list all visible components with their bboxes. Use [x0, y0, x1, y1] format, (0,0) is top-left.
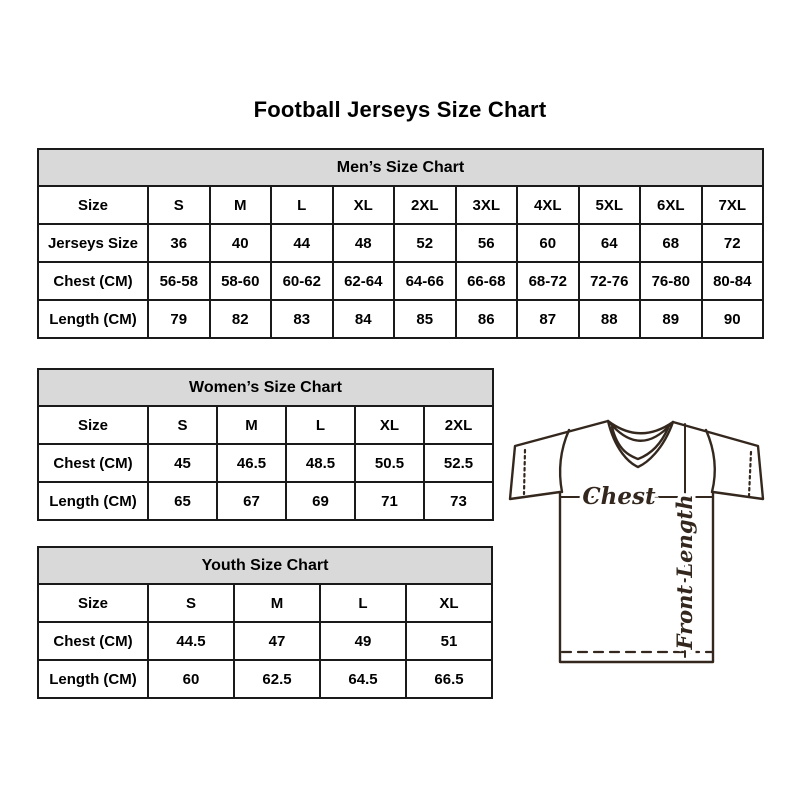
value-cell: 68 [640, 224, 702, 262]
column-header-cell: M [234, 584, 320, 622]
column-header-cell: S [148, 406, 217, 444]
womens-size-table [37, 368, 494, 521]
column-header-cell: 2XL [394, 186, 456, 224]
column-header-cell: L [286, 406, 355, 444]
column-header-cell: XL [355, 406, 424, 444]
column-header-cell: 5XL [579, 186, 641, 224]
column-header-cell: 3XL [456, 186, 518, 224]
front-length-label: Front Length [672, 494, 697, 650]
value-cell: 79 [148, 300, 210, 338]
value-cell: 60 [517, 224, 579, 262]
value-cell: 89 [640, 300, 702, 338]
value-cell: 50.5 [355, 444, 424, 482]
value-cell: 44 [271, 224, 333, 262]
value-cell: 56 [456, 224, 518, 262]
page-title: Football Jerseys Size Chart [253, 97, 547, 122]
column-header-cell: Size [38, 584, 148, 622]
value-cell: 47 [234, 622, 320, 660]
table-title-band: Youth Size Chart [38, 547, 492, 584]
value-cell: 87 [517, 300, 579, 338]
womens-size-chart-table [37, 368, 494, 521]
value-cell: 44.5 [148, 622, 234, 660]
column-header-cell: S [148, 584, 234, 622]
row-label-cell: Length (CM) [38, 660, 148, 698]
column-header-cell: XL [333, 186, 395, 224]
value-cell: 36 [148, 224, 210, 262]
column-header-cell: 6XL [640, 186, 702, 224]
value-cell: 64-66 [394, 262, 456, 300]
row-label-cell: Chest (CM) [38, 444, 148, 482]
table-title-band: Women’s Size Chart [38, 369, 493, 406]
value-cell: 45 [148, 444, 217, 482]
row-label-cell: Chest (CM) [38, 622, 148, 660]
value-cell: 80-84 [702, 262, 764, 300]
sleeve-stitch-right-icon [749, 452, 751, 496]
column-header-cell: XL [406, 584, 492, 622]
mens-size-chart-table [37, 148, 764, 339]
value-cell: 62.5 [234, 660, 320, 698]
value-cell: 46.5 [217, 444, 286, 482]
value-cell: 60 [148, 660, 234, 698]
value-cell: 72 [702, 224, 764, 262]
row-label-cell: Chest (CM) [38, 262, 148, 300]
value-cell: 76-80 [640, 262, 702, 300]
armhole-seam-right [706, 430, 715, 492]
value-cell: 64.5 [320, 660, 406, 698]
column-header-cell: L [320, 584, 406, 622]
value-cell: 48.5 [286, 444, 355, 482]
youth-size-table [37, 546, 493, 699]
value-cell: 51 [406, 622, 492, 660]
row-label-cell: Length (CM) [38, 482, 148, 520]
value-cell: 66.5 [406, 660, 492, 698]
sleeve-stitch-left-icon [524, 450, 525, 494]
jersey-measurement-diagram [505, 400, 775, 690]
value-cell: 56-58 [148, 262, 210, 300]
chest-label: Chest [582, 483, 656, 510]
value-cell: 85 [394, 300, 456, 338]
column-header-cell: L [271, 186, 333, 224]
value-cell: 73 [424, 482, 493, 520]
mens-size-table [37, 148, 764, 339]
value-cell: 60-62 [271, 262, 333, 300]
value-cell: 71 [355, 482, 424, 520]
value-cell: 82 [210, 300, 272, 338]
value-cell: 64 [579, 224, 641, 262]
armhole-seam-left [560, 430, 569, 492]
value-cell: 58-60 [210, 262, 272, 300]
value-cell: 88 [579, 300, 641, 338]
value-cell: 62-64 [333, 262, 395, 300]
row-label-cell: Jerseys Size [38, 224, 148, 262]
column-header-cell: Size [38, 406, 148, 444]
value-cell: 65 [148, 482, 217, 520]
value-cell: 86 [456, 300, 518, 338]
value-cell: 69 [286, 482, 355, 520]
column-header-cell: Size [38, 186, 148, 224]
column-header-cell: M [210, 186, 272, 224]
column-header-cell: 2XL [424, 406, 493, 444]
value-cell: 84 [333, 300, 395, 338]
value-cell: 90 [702, 300, 764, 338]
row-label-cell: Length (CM) [38, 300, 148, 338]
value-cell: 67 [217, 482, 286, 520]
value-cell: 40 [210, 224, 272, 262]
value-cell: 66-68 [456, 262, 518, 300]
value-cell: 72-76 [579, 262, 641, 300]
value-cell: 83 [271, 300, 333, 338]
value-cell: 52.5 [424, 444, 493, 482]
column-header-cell: S [148, 186, 210, 224]
table-title-band: Men’s Size Chart [38, 149, 763, 186]
value-cell: 48 [333, 224, 395, 262]
column-header-cell: 4XL [517, 186, 579, 224]
column-header-cell: 7XL [702, 186, 764, 224]
value-cell: 49 [320, 622, 406, 660]
youth-size-chart-table [37, 546, 493, 699]
value-cell: 68-72 [517, 262, 579, 300]
value-cell: 52 [394, 224, 456, 262]
column-header-cell: M [217, 406, 286, 444]
